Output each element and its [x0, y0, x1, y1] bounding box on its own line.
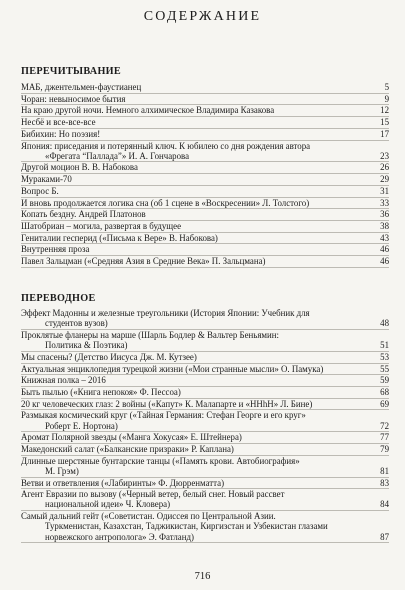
toc-entry-title [21, 387, 389, 397]
toc-entry-line: Павел Зальцман («Средняя Азия в Средние Века» П. Зальцмана) [21, 256, 266, 267]
toc-entry-title [21, 82, 389, 92]
toc-entry [21, 244, 389, 254]
toc-entry-line: Размыкая космический круг («Тайная Германия: Стефан Георге и его круг» [21, 410, 306, 421]
toc-entry-page-number: 31 [380, 185, 389, 196]
toc-entry-page-number: 46 [380, 256, 389, 267]
toc-entry-line: Книжная полка – 2016 [21, 375, 106, 386]
toc-entry [21, 352, 389, 362]
toc-entry-page-number: 15 [380, 117, 389, 128]
toc-entry [21, 233, 389, 243]
toc-entry-line: Япония: приседания и потерянный ключ. К юбилею со дня рождения автора [21, 140, 311, 151]
toc-entry-title [21, 330, 389, 350]
toc-entry [21, 364, 389, 374]
toc-entry [21, 129, 389, 139]
toc-entry [21, 174, 389, 184]
toc-entry-rule [21, 542, 389, 543]
toc-entry-line: национальной идеи» Ч. Кловера) [45, 499, 171, 510]
toc-entry-page-number: 87 [380, 531, 389, 542]
toc-entry-title [21, 478, 389, 488]
toc-entry-page-number: 36 [380, 209, 389, 220]
toc-entry-title [21, 186, 389, 196]
toc-entry [21, 256, 389, 266]
toc-entry-title [21, 489, 389, 509]
toc-entry-page-number: 43 [380, 232, 389, 243]
toc-entry [21, 410, 389, 430]
toc-entry-page-number: 51 [380, 340, 389, 351]
toc-entry-page-number: 12 [380, 105, 389, 116]
toc-entry-line: Внутренняя проза [21, 244, 90, 255]
toc-entry-line: Гениталии гесперид («Письма к Вере» В. Набокова) [21, 232, 218, 243]
toc-entry-page-number: 84 [380, 499, 389, 510]
toc-entry-page-number: 23 [380, 150, 389, 161]
toc-entry-title [21, 117, 389, 127]
toc-entry [21, 375, 389, 385]
toc-section-translated [21, 308, 389, 543]
toc-entry-title [21, 444, 389, 454]
toc-entry-line: Агент Евразии по вызову («Черный ветер, белый снег. Новый рассвет [21, 489, 285, 500]
toc-entry [21, 399, 389, 409]
toc-entry-title [21, 364, 389, 374]
toc-entry-title [21, 399, 389, 409]
toc-entry-page-number: 69 [380, 398, 389, 409]
toc-entry-line: Мураками-70 [21, 174, 72, 185]
toc-entry-rule [21, 267, 389, 268]
toc-entry [21, 308, 389, 328]
toc-entry-title [21, 129, 389, 139]
toc-entry-line: Чоран: невыносимое бытия [21, 93, 126, 104]
toc-entry-title [21, 308, 389, 328]
toc-entry [21, 94, 389, 104]
toc-entry-line: норвежского антрополога» Э. Фатланд) [45, 531, 194, 542]
toc-entry [21, 105, 389, 115]
toc-entry-line: М. Грэм) [45, 465, 79, 476]
toc-entry-line: Самый дальний гейт («Советистан. Одиссея по Центральной Азии. [21, 511, 276, 522]
toc-entry [21, 478, 389, 488]
toc-entry-page-number: 77 [380, 432, 389, 443]
toc-entry-page-number: 5 [384, 82, 389, 92]
toc-entry-page-number: 81 [380, 465, 389, 476]
toc-entry-line: Эффект Мадонны и железные треугольники (История Японии: Учебник для [21, 308, 310, 318]
toc-entry-line: Роберт Е. Нортона) [45, 420, 118, 431]
toc-entry [21, 330, 389, 350]
toc-entry-title [21, 105, 389, 115]
toc-entry-title [21, 244, 389, 254]
toc-entry [21, 198, 389, 208]
toc-entry-page-number: 38 [380, 220, 389, 231]
toc-entry-page-number: 26 [380, 162, 389, 173]
toc-entry-page-number: 17 [380, 128, 389, 139]
toc-entry-page-number: 29 [380, 174, 389, 185]
toc-entry-line: На краю другой ночи. Немного алхимическое Владимира Казакова [21, 105, 275, 116]
toc-entry-title [21, 375, 389, 385]
toc-entry [21, 221, 389, 231]
toc-entry [21, 186, 389, 196]
toc-entry-line: Копать бездну. Андрей Платонов [21, 209, 146, 220]
toc-entry-line: И вновь продолжается логика сна (об 1 сцене в «Воскресении» Л. Толстого) [21, 197, 310, 208]
toc-entry-page-number: 33 [380, 197, 389, 208]
toc-section-rereading [21, 82, 389, 268]
toc-entry-line: 20 кг человеческих глаз: 2 войны («Капут» К. Малапарте и «HHhH» Л. Бине) [21, 398, 313, 409]
toc-entry [21, 444, 389, 454]
toc-entry-title [21, 352, 389, 362]
toc-entry-line: Туркменистан, Казахстан, Таджикистан, Киргизстан и Узбекистан глазами [45, 521, 328, 532]
toc-entry-line: Аромат Полярной звезды («Манга Хокусая» Е. Штейнера) [21, 432, 242, 443]
toc-entry-page-number: 59 [380, 375, 389, 386]
toc-entry-line: Шатобриан – могила, развертая в будущее [21, 220, 182, 231]
toc-entry-page-number: 48 [380, 318, 389, 329]
toc-entry [21, 209, 389, 219]
toc-entry [21, 82, 389, 92]
toc-entry-line: Македонский салат («Балканские призраки» Р. Каплана) [21, 443, 234, 454]
toc-entry [21, 141, 389, 161]
toc-entry [21, 489, 389, 509]
toc-entry-page-number: 9 [384, 93, 389, 104]
toc-entry [21, 456, 389, 476]
toc-entry-page-number: 46 [380, 244, 389, 255]
toc-entry-title [21, 209, 389, 219]
toc-entry-line: Бибихин: Но поэзия! [21, 128, 101, 139]
toc-entry-title [21, 198, 389, 208]
toc-entry-page-number: 79 [380, 443, 389, 454]
toc-entry-line: Другой моцион В. В. Набокова [21, 162, 138, 173]
toc-entry-page-number: 72 [380, 420, 389, 431]
toc-entry-page-number: 55 [380, 363, 389, 374]
section-heading-rereading: ПЕРЕЧИТЫВАНИЕ [21, 66, 121, 77]
page-title: СОДЕРЖАНИЕ [143, 9, 262, 24]
toc-entry-line: Политика & Поэтика) [45, 340, 128, 351]
toc-entry-page-number: 68 [380, 386, 389, 397]
toc-entry-title [21, 233, 389, 243]
toc-entry-line: Мы спасены? (Детство Иисуса Дж. М. Кутзее) [21, 351, 197, 362]
page-number: 716 [194, 571, 211, 582]
toc-entry-title [21, 511, 389, 542]
toc-entry-line: Проклятые фланеры на марше (Шарль Бодлер & Вальтер Беньямин: [21, 329, 279, 340]
toc-entry-title [21, 221, 389, 231]
toc-entry [21, 432, 389, 442]
toc-entry-title [21, 174, 389, 184]
toc-entry [21, 117, 389, 127]
toc-entry-line: МАБ, джентельмен-фаустианец [21, 82, 142, 92]
toc-entry-line: студентов вузов) [45, 318, 108, 329]
toc-entry [21, 387, 389, 397]
toc-entry-title [21, 456, 389, 476]
section-heading-translated: ПЕРЕВОДНОЕ [21, 293, 96, 304]
toc-entry [21, 162, 389, 172]
toc-entry-title [21, 432, 389, 442]
toc-entry-title [21, 162, 389, 172]
toc-entry-line: Несбё и все-все-все [21, 117, 96, 128]
toc-entry-title [21, 141, 389, 161]
toc-entry-page-number: 53 [380, 351, 389, 362]
toc-entry-line: Ветви и ответвления («Лабиринты» Ф. Дюрренматта) [21, 477, 225, 488]
toc-entry-line: Быть пылью («Книга непокоя» Ф. Пессоа) [21, 386, 181, 397]
toc-entry-line: «Фрегата “Паллада”» И. А. Гончарова [45, 150, 190, 161]
toc-entry-page-number: 83 [380, 477, 389, 488]
toc-entry-title [21, 256, 389, 266]
toc-entry-title [21, 410, 389, 430]
toc-entry-line: Длинные шерстяные бунтарские танцы («Память крови. Автобиография» [21, 455, 300, 466]
toc-entry-line: Вопрос Б. [21, 185, 59, 196]
toc-entry-title [21, 94, 389, 104]
toc-entry-line: Актуальная энциклопедия турецкой жизни («Мои странные мысли» О. Памука) [21, 363, 324, 374]
toc-entry [21, 511, 389, 542]
